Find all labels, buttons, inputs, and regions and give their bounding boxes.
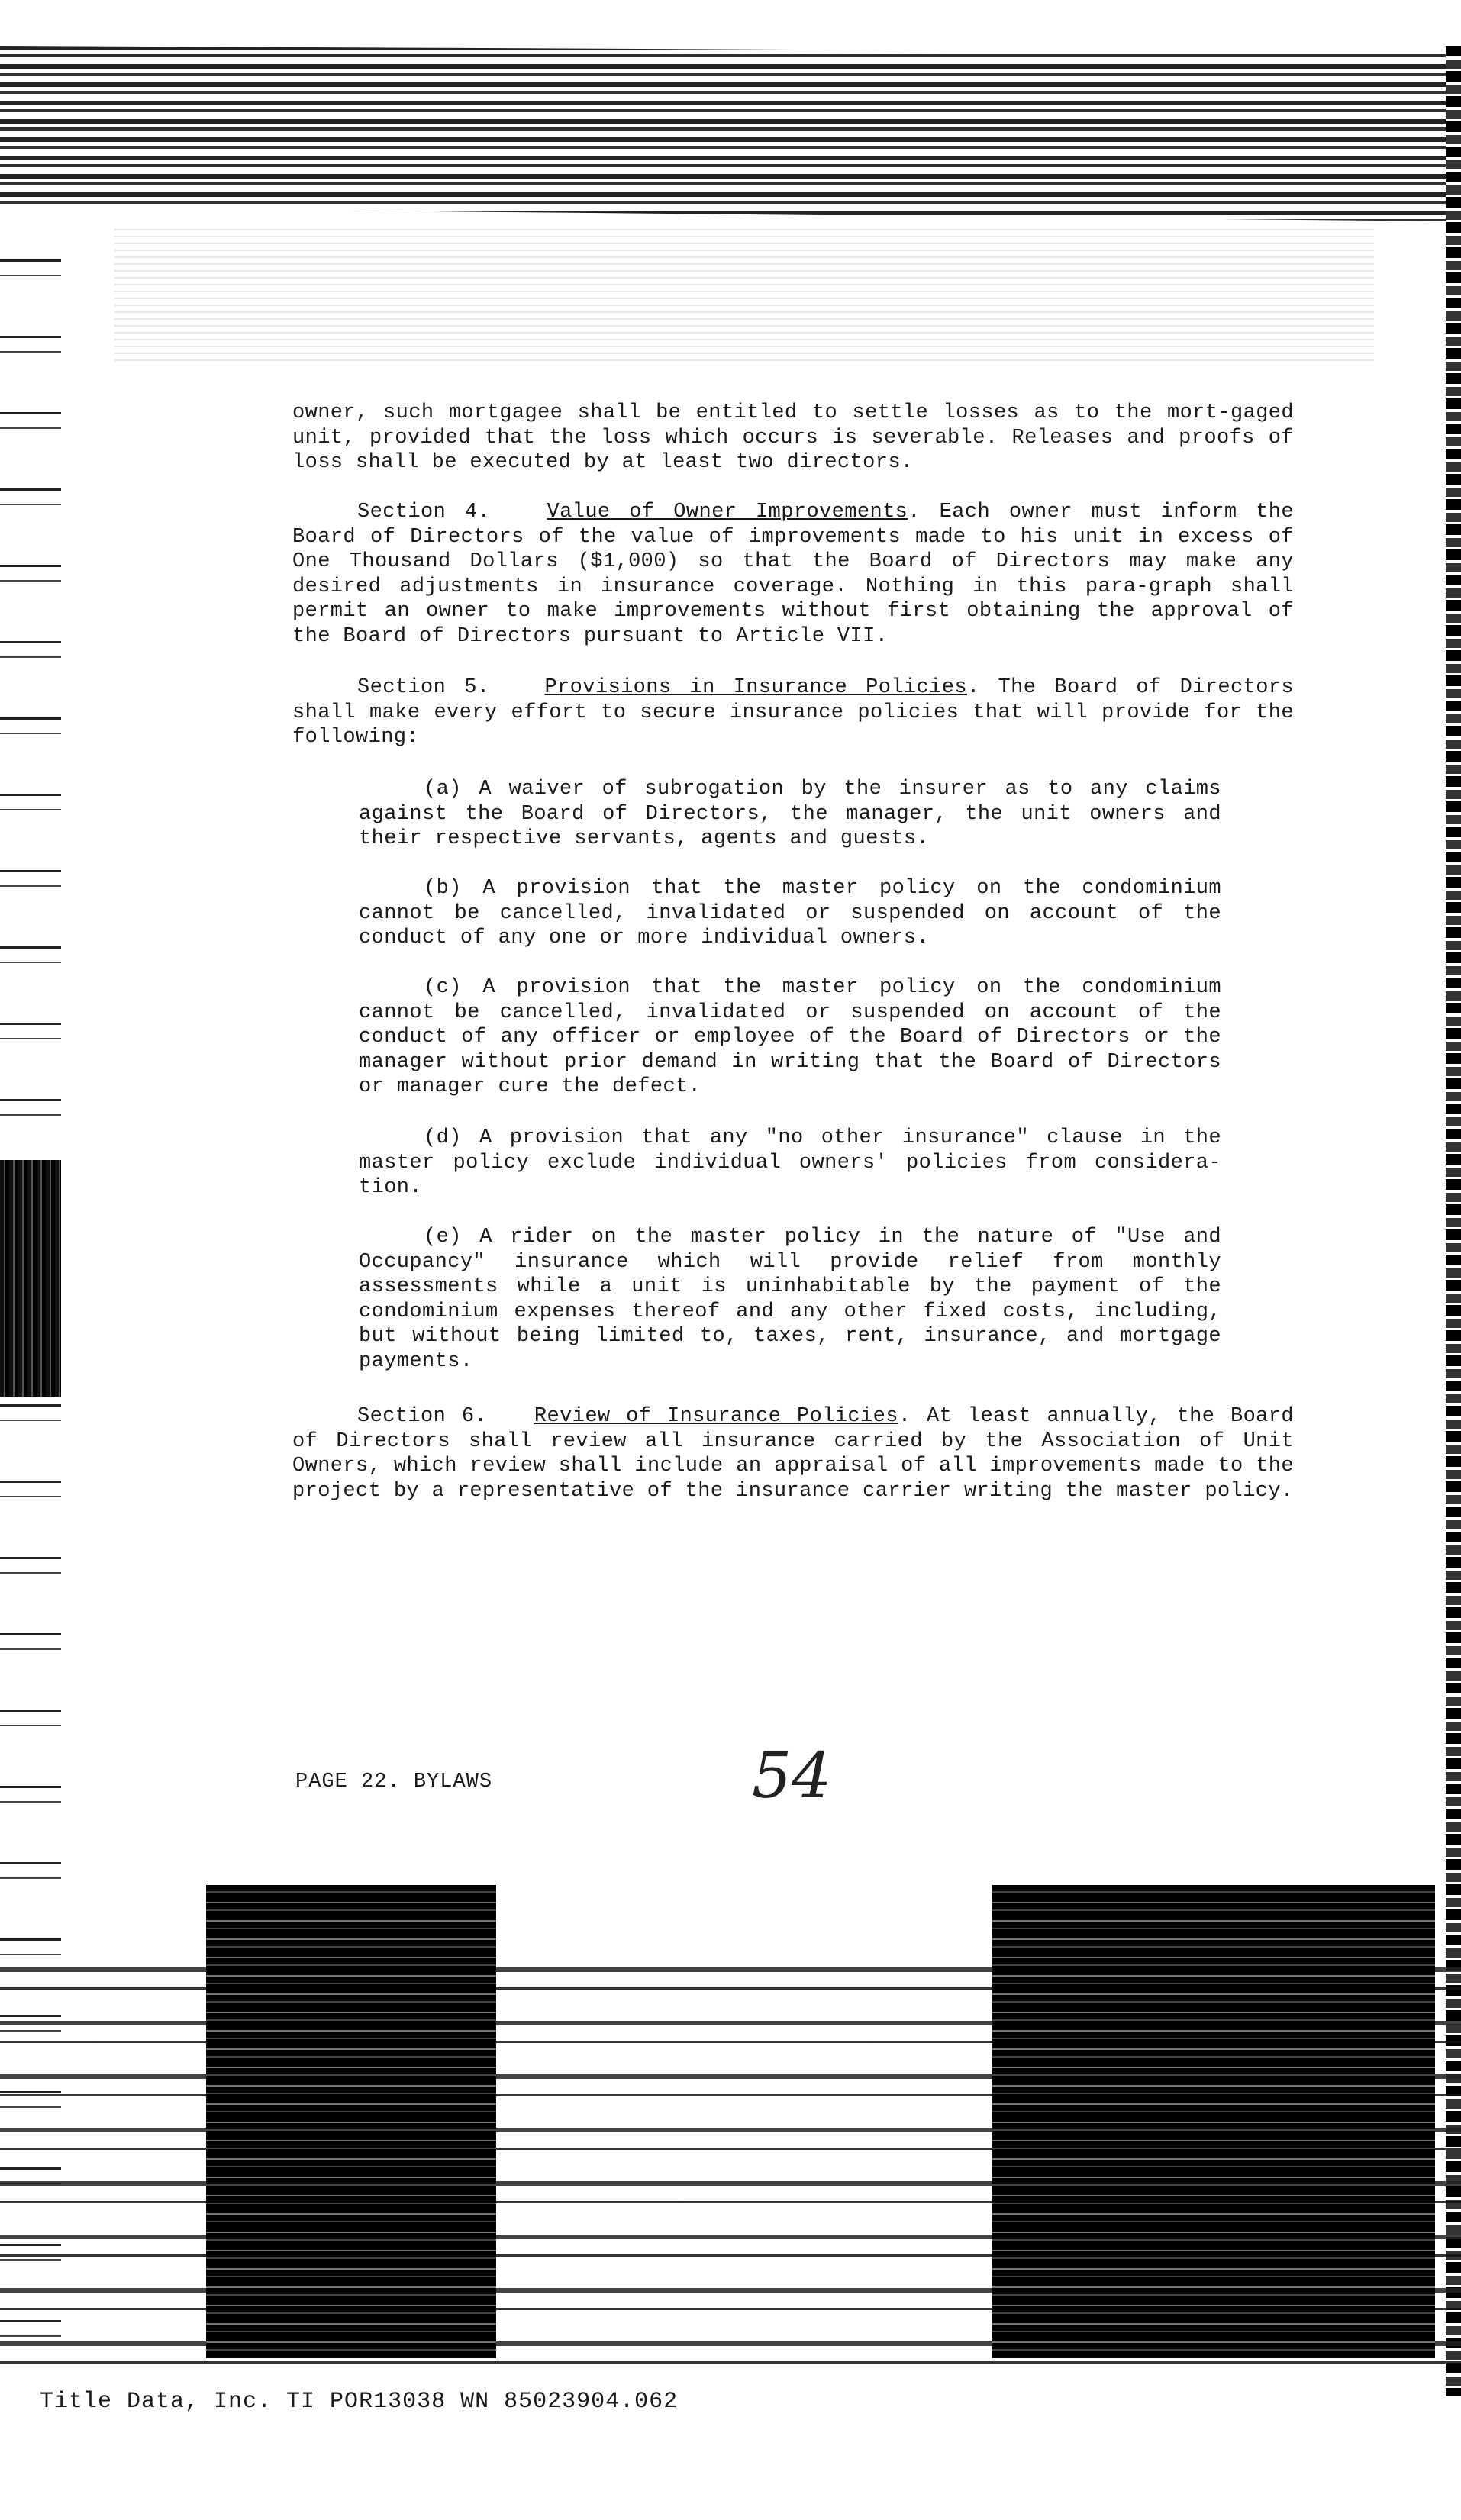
list-item: (e) A rider on the master policy in the nature of "Use and Occupancy" insurance which will provide relief from monthly assessments while a unit is uninhabitable by the payment of the condominium expenses thereof and any other fixed costs, including, but without being limited to, taxes, rent, insurance, and mortgage payments. [359, 1226, 1234, 1373]
section-5 [292, 675, 1307, 750]
scan-noise-top-fade [114, 229, 1374, 366]
handwritten-page-number: 54 [752, 1740, 832, 1813]
section-5-label: Section 5. [357, 676, 490, 699]
section-4-label: Section 4. [357, 501, 491, 524]
list-item: (c) A provision that the master policy on the condominium cannot be cancelled, invalidated or suspended on account of the conduct of any officer or employee of the Board of Directors or the manager without prior demand in writing that the Board of Directors or manager cure the defect. [359, 976, 1234, 1098]
section-5-heading: Provisions in Insurance Policies [544, 676, 967, 699]
section-6 [292, 1404, 1307, 1503]
section-4-heading: Value of Owner Improvements [547, 501, 908, 524]
section-4-body: . Each owner must inform the Board of Directors of the value of improvements made to his unit in excess of One Thousand Dollars ($1,000) so that the Board of Directors may make any desired adjustments in insurance coverage. Nothing in this para-graph shall permit an owner to make improvements without first obtaining the approval of the Board of Directors pursuant to Article VII. [292, 501, 1307, 648]
continuation-paragraph: owner, such mortgagee shall be entitled to settle losses as to the mort-gaged unit, provided that the loss which occurs is severable. Releases and proofs of loss shall be executed by at least two directors. [292, 401, 1307, 474]
list-item: (a) A waiver of subrogation by the insurer as to any claims against the Board of Directors, the manager, the unit owners and their respective servants, agents and guests. [359, 778, 1234, 850]
scan-dark-block-bottom-left [206, 1885, 496, 2358]
section-4 [292, 500, 1307, 649]
scan-dark-block-left [0, 1160, 61, 1397]
section-6-body: . At least annually, the Board of Directors shall review all insurance carried by the Association of Unit Owners, which review shall include an appraisal of all improvements made to the project by a representative of the insurance carrier writing the master policy. [292, 1405, 1307, 1503]
list-item: (b) A provision that the master policy on the condominium cannot be cancelled, invalidated or suspended on account of the conduct of any one or more individual owners. [359, 877, 1234, 949]
section-6-heading: Review of Insurance Policies [534, 1405, 898, 1428]
title-data-stamp: Title Data, Inc. TI POR13038 WN 85023904.062 [40, 2389, 679, 2415]
section-6-label: Section 6. [357, 1405, 488, 1428]
scan-noise-top [0, 46, 1461, 221]
list-item: (d) A provision that any "no other insurance" clause in the master policy exclude individual owners' policies from considera-tion. [359, 1126, 1234, 1199]
scan-dark-block-bottom-right [992, 1885, 1435, 2358]
section-5-body: . The Board of Directors shall make every effort to secure insurance policies that will provide for the following: [292, 676, 1307, 749]
page-footer-label: PAGE 22. BYLAWS [295, 1771, 493, 1793]
